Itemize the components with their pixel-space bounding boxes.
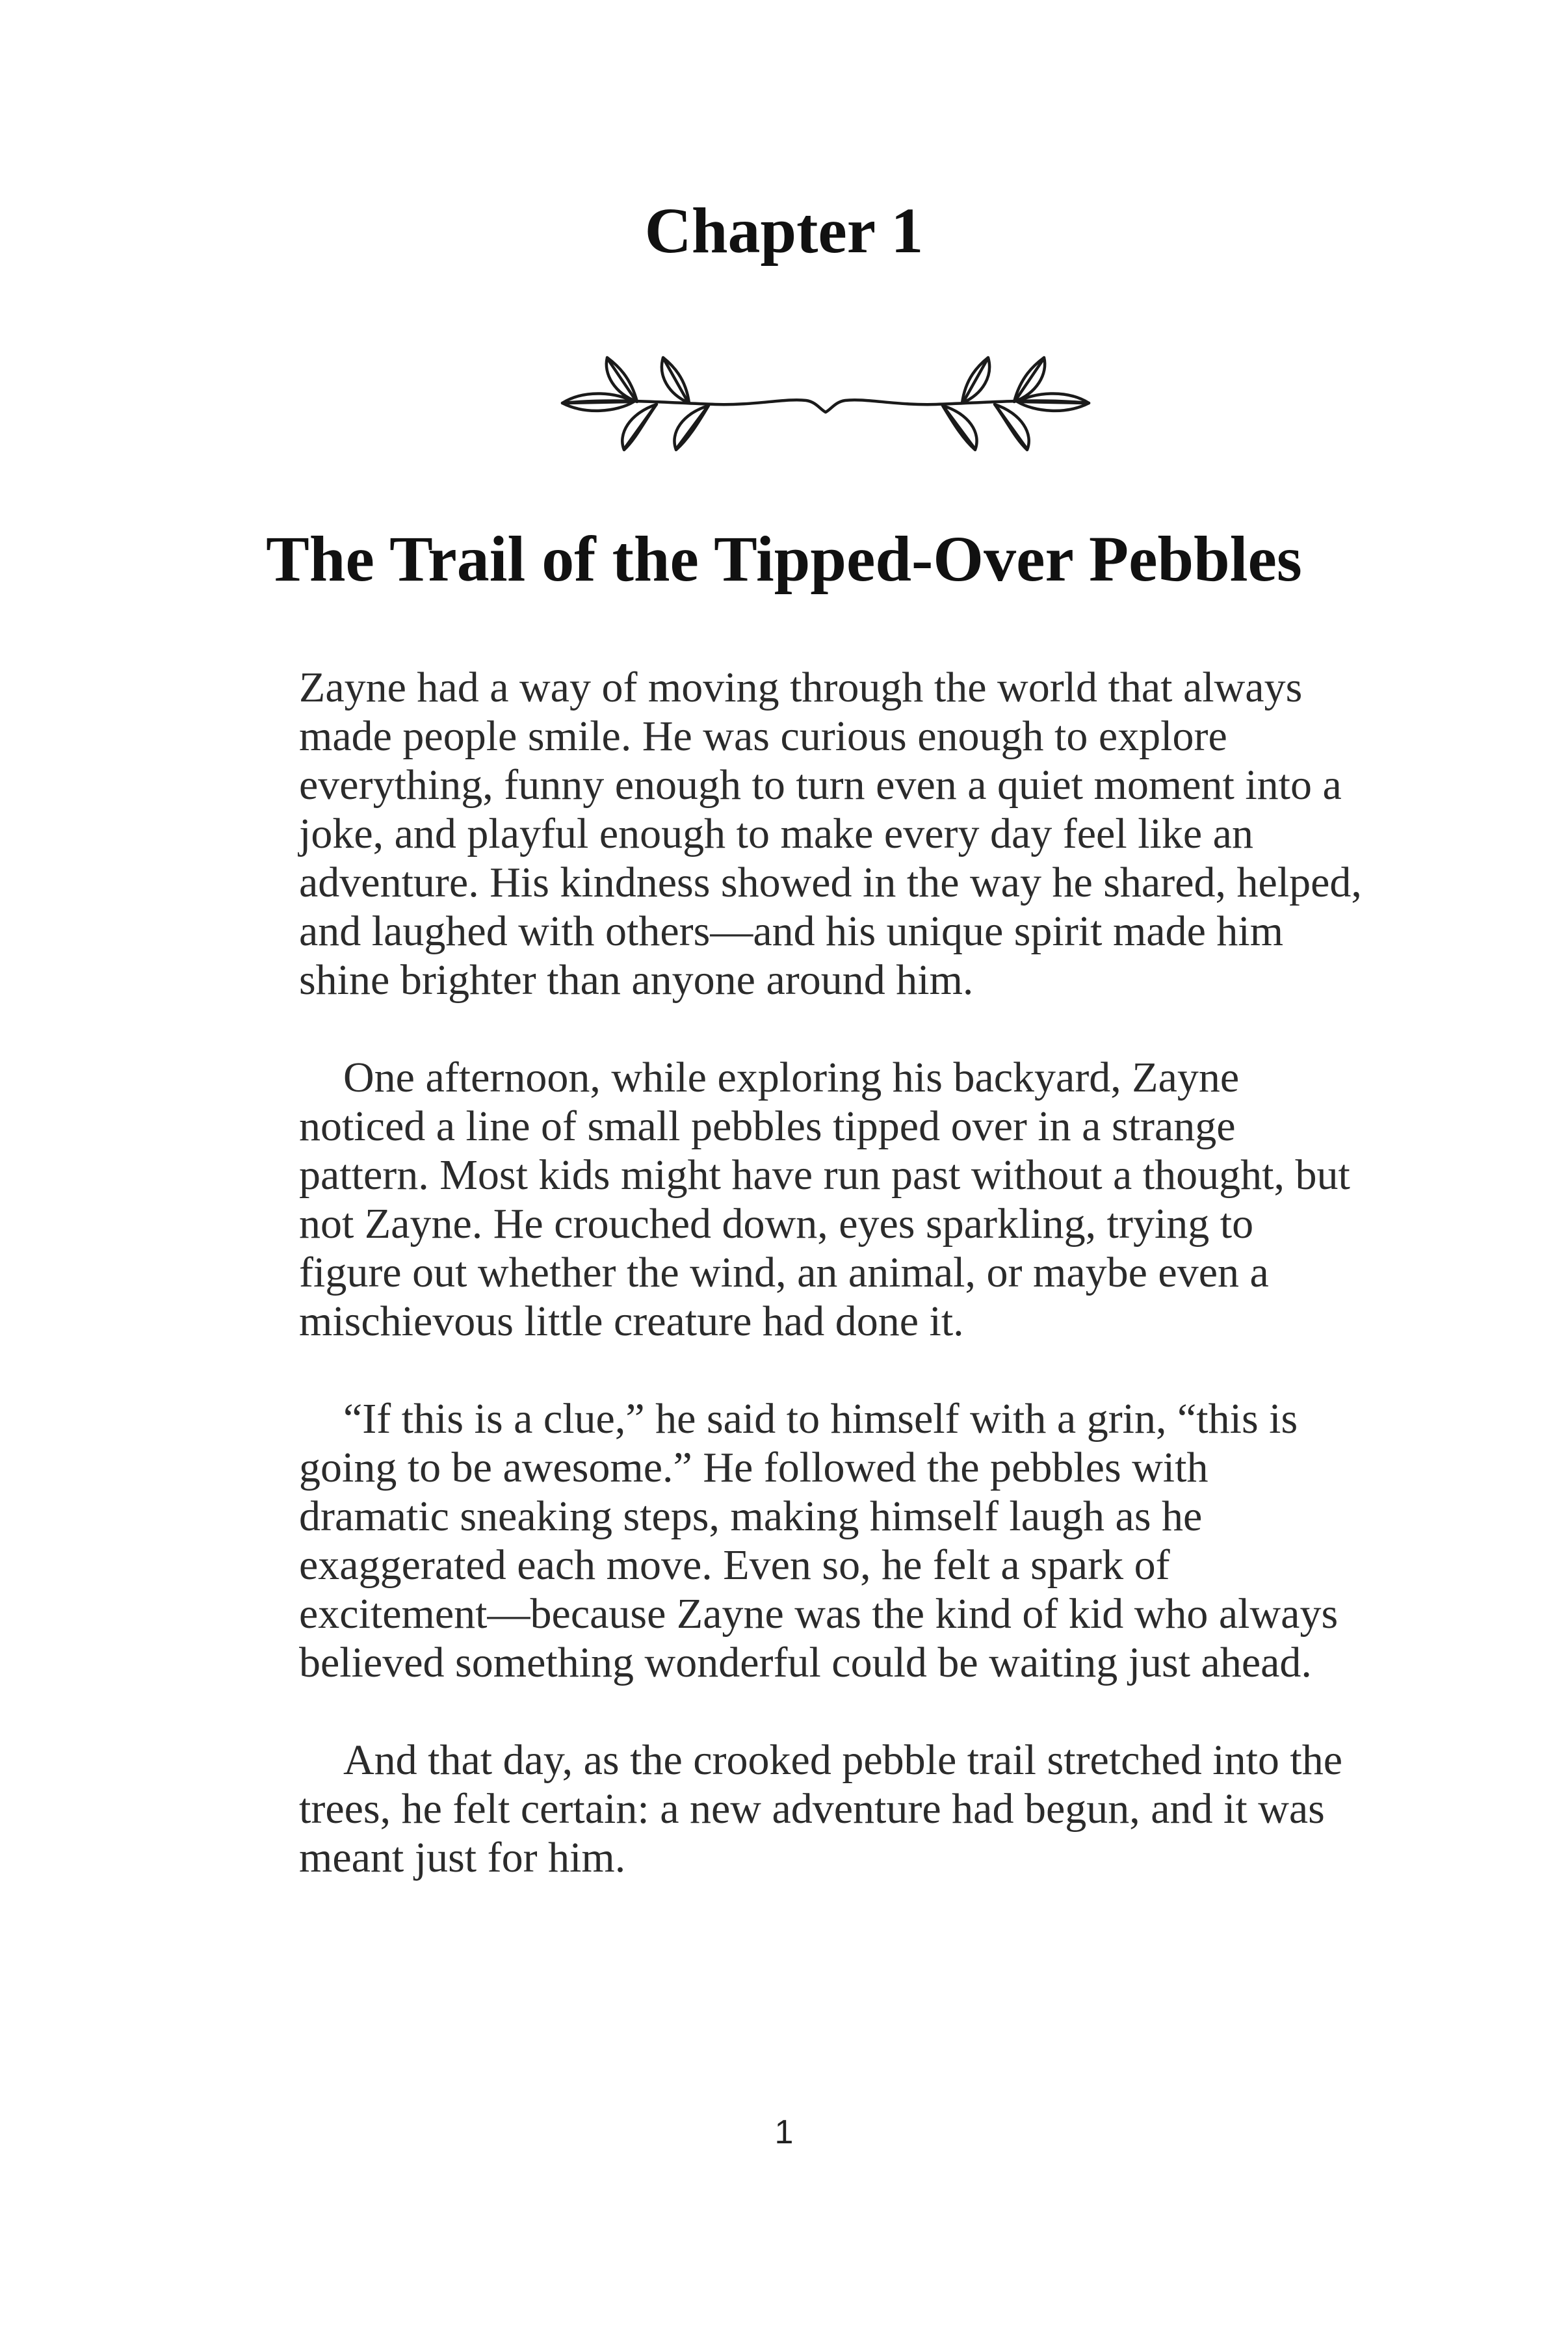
paragraph: Zayne had a way of moving through the world that always made people smile. He was curious enough to explore everything, funny enough to turn even a quiet moment into a joke, and playful enough to make every day feel like an adventure. His kindness showed in the way he shared, helped, and laughed with others—and his unique spirit made him shine brighter than anyone around him. [299, 664, 1362, 1004]
paragraph: And that day, as the crooked pebble trail stretched into the trees, he felt certain: a new adventure had begun, and it was meant just for him. [299, 1736, 1343, 1881]
leafy-vine-divider-icon [540, 338, 1112, 468]
page-number: 1 [774, 2113, 794, 2151]
paragraph: One afternoon, while exploring his backyard, Zayne noticed a line of small pebbles tipped over in a strange pattern. Most kids might have run past without a thought, but not Zayne. He crouched down, eyes sparkling, trying to figure out whether the wind, an animal, or maybe even a mischievous little creature had done it. [299, 1054, 1350, 1345]
chapter-title: The Trail of the Tipped-Over Pebbles [266, 523, 1302, 595]
chapter-body [299, 663, 1365, 1931]
chapter-label: Chapter 1 [644, 194, 924, 267]
paragraph: “If this is a clue,” he said to himself with a grin, “this is going to be awesome.” He followed the pebbles with dramatic sneaking steps, making himself laugh as he exaggerated each move. Even so, he felt a spark of excitement—because Zayne was the kind of kid who always believed something wonderful could be waiting just ahead. [299, 1395, 1339, 1686]
